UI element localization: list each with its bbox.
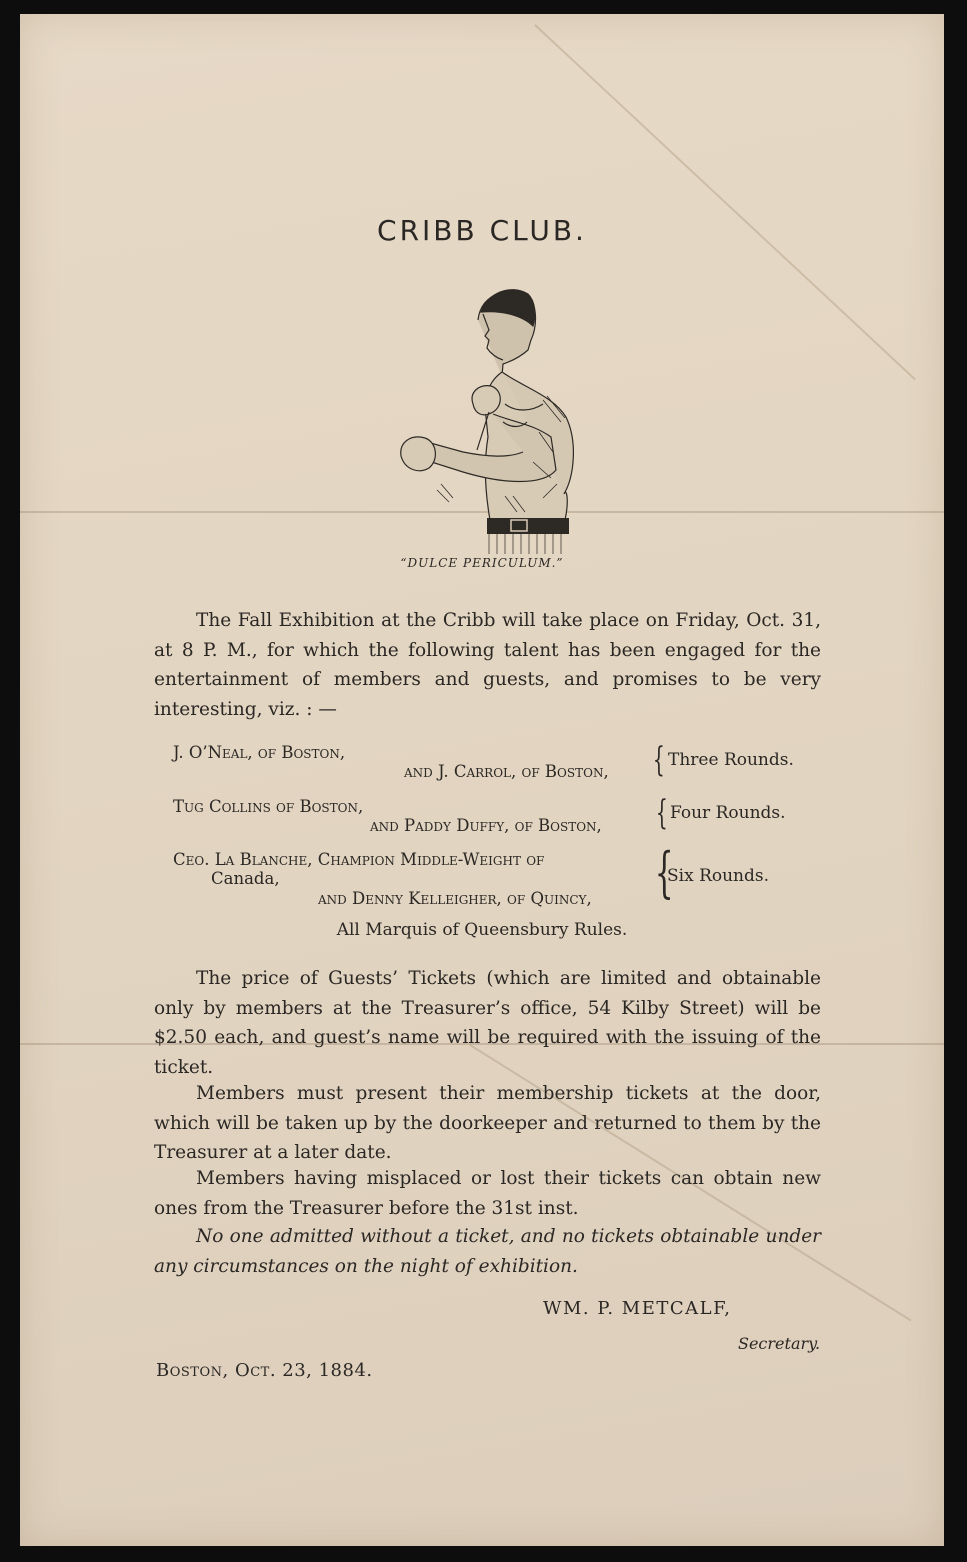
bout-3-brace: {: [654, 841, 674, 904]
intro-paragraph: The Fall Exhibition at the Cribb will take place on Friday, Oct. 31, at 8 P. M., for which the following talent has been engaged for the entertainment of members and guests, and promises to be very interesting, viz. : —: [154, 610, 821, 720]
motto: “DULCE PERICULUM.”: [400, 556, 564, 570]
members-present-paragraph: Members must present their membership tickets at the door, which will be taken up by the doorkeeper and returned to them by the Treasurer at a later date.: [154, 1083, 821, 1163]
bout-1-rounds: Three Rounds.: [668, 750, 794, 770]
bout-1-brace: {: [652, 740, 665, 780]
bout-2-second-fighter: and Paddy Duffy, of Boston,: [370, 816, 602, 835]
bout-3-first-fighter: Ceo. La Blanche, Champion Middle-Weight of: [173, 850, 545, 869]
tickets-paragraph: The price of Guests’ Tickets (which are limited and obtainable only by members at the Treasurer’s office, 54 Kilby Street) will be $2.50 each, and guest’s name will be required with the issuing of the ticket.: [154, 968, 821, 1078]
bout-1-first-fighter: J. O’Neal, of Boston,: [173, 743, 346, 762]
bout-3-rounds: Six Rounds.: [667, 866, 770, 886]
dateline: Boston, Oct. 23, 1884.: [156, 1360, 373, 1381]
warning-paragraph: No one admitted without a ticket, and no tickets obtainable under any circumstances on the night of exhibition.: [154, 1226, 821, 1277]
bout-2-first-fighter: Tug Collins of Boston,: [173, 797, 364, 816]
page-title: CRIBB CLUB.: [377, 214, 587, 247]
boxer-engraving-icon: [393, 272, 583, 554]
handbill-sheet: [20, 14, 944, 1546]
bout-1-second-fighter: and J. Carrol, of Boston,: [404, 762, 609, 781]
signer-role: Secretary.: [738, 1334, 821, 1353]
diagonal-crease: [534, 24, 916, 380]
bout-3-second-fighter: and Denny Kelleigher, of Quincy,: [318, 889, 592, 908]
members-lost-paragraph: Members having misplaced or lost their tickets can obtain new ones from the Treasurer before the 31st inst.: [154, 1168, 821, 1219]
rules-line: All Marquis of Queensbury Rules.: [336, 920, 628, 940]
bout-3-first-fighter-cont: Canada,: [211, 869, 280, 888]
bout-2-rounds: Four Rounds.: [670, 803, 786, 823]
bout-2-brace: {: [655, 793, 668, 833]
signer-name: WM. P. METCALF,: [543, 1298, 732, 1319]
